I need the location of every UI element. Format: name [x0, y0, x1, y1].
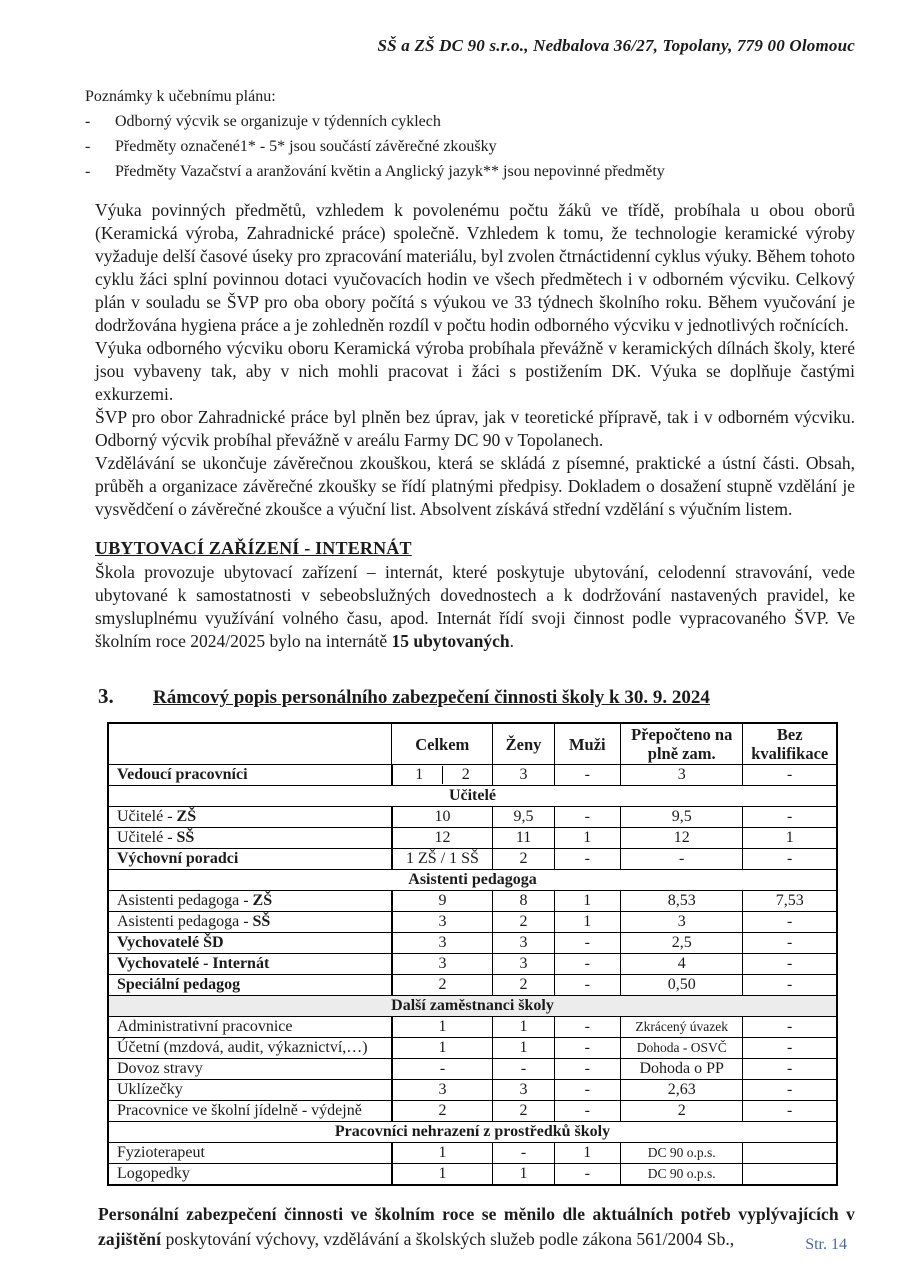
value-cell	[620, 1164, 742, 1186]
label-segment: SŠ	[176, 829, 195, 846]
value-cell: 3	[493, 954, 554, 975]
table-row	[108, 807, 837, 828]
label-segment: Účetní (mzdová, audit, výkaznictví,…)	[117, 1039, 368, 1056]
row-label	[108, 1143, 392, 1164]
value-cell	[620, 1017, 742, 1038]
value-cell: 3	[620, 912, 742, 933]
label-segment: Asistenti pedagoga -	[117, 913, 253, 930]
label-segment: Logopedky	[117, 1165, 190, 1182]
note-item	[85, 159, 855, 184]
row-label	[108, 765, 392, 786]
value-cell: 9,5	[620, 807, 742, 828]
paragraph: ŠVP pro obor Zahradnické práce byl plněn bez úprav, jak v teoretické přípravě, tak i v odborném výcviku. Odborný výcvik probíhal převážně v areálu Farmy DC 90 v Topolanech.	[95, 407, 855, 450]
value-cell: -	[743, 1038, 837, 1059]
value-cell	[620, 1038, 742, 1059]
value-cell: -	[743, 954, 837, 975]
table-row	[108, 1143, 837, 1164]
table-row	[108, 765, 837, 786]
value-cell: -	[554, 975, 620, 996]
note-text: Předměty označené1* - 5* jsou součástí závěrečné zkoušky	[115, 138, 497, 155]
split-value: 2	[442, 766, 488, 784]
value-cell: -	[554, 849, 620, 870]
value-cell: 9	[392, 891, 493, 912]
value-cell: -	[554, 1080, 620, 1101]
value-cell: 2	[493, 849, 554, 870]
column-header: Ženy	[493, 723, 554, 765]
value-cell: 12	[392, 828, 493, 849]
value-text: DC 90 o.p.s.	[647, 1145, 716, 1160]
value-cell: 2	[620, 1101, 742, 1122]
row-label	[108, 954, 392, 975]
row-label	[108, 1059, 392, 1080]
section-title: Rámcový popis personálního zabezpečení činnosti školy k 30. 9. 2024	[153, 687, 710, 708]
value-cell: -	[554, 765, 620, 786]
value-cell: 3	[493, 1080, 554, 1101]
notes-title: Poznámky k učebnímu plánu:	[85, 88, 276, 105]
section-label: Asistenti pedagoga	[108, 870, 837, 891]
note-item	[85, 109, 855, 134]
value-cell: -	[554, 807, 620, 828]
split-values	[397, 766, 489, 784]
row-label	[108, 849, 392, 870]
value-cell: -	[554, 1017, 620, 1038]
value-cell: -	[743, 1059, 837, 1080]
closing-regular: poskytování výchovy, vzdělávání a školských služeb podle zákona 561/2004 Sb.,	[165, 1229, 735, 1249]
value-cell: 8	[493, 891, 554, 912]
label-segment: Asistenti pedagoga -	[117, 892, 253, 909]
section-row	[108, 870, 837, 891]
column-header: Přepočteno na plně zam.	[620, 723, 742, 765]
note-text: Předměty Vazačství a aranžování květin a Anglický jazyk** jsou nepovinné předměty	[115, 163, 665, 180]
label-segment: Vedoucí pracovníci	[117, 766, 248, 783]
table-row	[108, 849, 837, 870]
internat-text: Škola provozuje ubytovací zařízení – internát, které poskytuje ubytování, celodenní stravování, vede ubytované k samostatnosti v sebeobslužných dovednostech a k dodržování nastavených pravidel, ke smysluplnému využívání volného času, apod. Internát řídí svoji činnost podle vypracovaného ŠVP. Ve školním roce 2024/2025 bylo na internátě	[95, 562, 855, 651]
label-segment: Vychovatelé - Internát	[117, 955, 270, 972]
label-segment: Výchovní poradci	[117, 850, 239, 867]
row-label	[108, 1080, 392, 1101]
section-3-heading	[85, 684, 855, 709]
value-cell: 3	[392, 933, 493, 954]
value-cell: 1	[392, 1038, 493, 1059]
column-header: Bez kvalifikace	[743, 723, 837, 765]
value-cell: 1	[493, 1038, 554, 1059]
value-cell: 7,53	[743, 891, 837, 912]
row-label	[108, 1164, 392, 1186]
value-cell: -	[620, 849, 742, 870]
value-cell: -	[392, 1059, 493, 1080]
internat-occupants-bold: 15 ubytovaných	[391, 631, 510, 651]
value-cell: -	[554, 954, 620, 975]
table-row	[108, 933, 837, 954]
section-row	[108, 996, 837, 1017]
value-cell: -	[743, 933, 837, 954]
value-cell: -	[554, 1101, 620, 1122]
value-cell: 8,53	[620, 891, 742, 912]
value-cell: 1	[743, 828, 837, 849]
notes-list	[85, 109, 855, 184]
value-cell: 1	[493, 1017, 554, 1038]
value-cell: -	[554, 1059, 620, 1080]
value-cell: 2,63	[620, 1080, 742, 1101]
value-cell: 3	[620, 765, 742, 786]
value-cell: -	[493, 1143, 554, 1164]
value-cell: Dohoda o PP	[620, 1059, 742, 1080]
row-label	[108, 1038, 392, 1059]
value-cell: 1	[554, 891, 620, 912]
value-cell: 2	[392, 1101, 493, 1122]
table-row	[108, 891, 837, 912]
column-header	[108, 723, 392, 765]
section-number: 3.	[98, 684, 114, 708]
section-label: Další zaměstnanci školy	[108, 996, 837, 1017]
value-cell: 1	[554, 828, 620, 849]
table-row	[108, 954, 837, 975]
column-header: Muži	[554, 723, 620, 765]
value-cell: 10	[392, 807, 493, 828]
section-label: Pracovníci nehrazení z prostředků školy	[108, 1122, 837, 1143]
value-cell: -	[743, 1080, 837, 1101]
internat-tail: .	[509, 631, 514, 651]
value-cell: -	[743, 912, 837, 933]
value-cell: 1	[554, 912, 620, 933]
value-cell: 9,5	[493, 807, 554, 828]
label-segment: Administrativní pracovnice	[117, 1018, 293, 1035]
value-cell: 3	[493, 765, 554, 786]
value-text: DC 90 o.p.s.	[647, 1166, 716, 1181]
value-cell: 3	[392, 1080, 493, 1101]
page-number: Str. 14	[805, 1236, 847, 1253]
label-segment: Vychovatelé ŠD	[117, 934, 224, 951]
value-cell: 2	[493, 912, 554, 933]
value-cell: 11	[493, 828, 554, 849]
table-row	[108, 1038, 837, 1059]
row-label	[108, 807, 392, 828]
value-text: Zkrácený úvazek	[635, 1019, 728, 1034]
label-segment: Uklízečky	[117, 1081, 183, 1098]
value-cell: 0,50	[620, 975, 742, 996]
table-row	[108, 1101, 837, 1122]
staff-header-row	[108, 723, 837, 765]
value-cell: 1	[493, 1164, 554, 1186]
label-segment: Dovoz stravy	[117, 1060, 203, 1077]
document-header: SŠ a ZŠ DC 90 s.r.o., Nedbalova 36/27, Topolany, 779 00 Olomouc	[377, 36, 855, 55]
value-cell: 1 ZŠ / 1 SŠ	[392, 849, 493, 870]
label-segment: Pracovnice ve školní jídelně - výdejně	[117, 1102, 362, 1119]
value-cell: 1	[392, 1017, 493, 1038]
value-cell	[743, 1143, 837, 1164]
value-cell: -	[743, 765, 837, 786]
value-cell: -	[493, 1059, 554, 1080]
staff-table	[107, 722, 838, 1186]
closing-paragraph	[98, 1202, 855, 1252]
section-row	[108, 1122, 837, 1143]
value-cell: -	[743, 975, 837, 996]
bullet-dash: -	[85, 163, 91, 180]
value-cell: 2	[493, 1101, 554, 1122]
column-header: Celkem	[392, 723, 493, 765]
row-label	[108, 912, 392, 933]
value-cell: 3	[493, 933, 554, 954]
value-cell: 1	[554, 1143, 620, 1164]
notes-block	[85, 84, 855, 184]
table-row	[108, 975, 837, 996]
value-cell: 12	[620, 828, 742, 849]
label-segment: ZŠ	[252, 892, 273, 909]
value-cell: -	[554, 1038, 620, 1059]
value-cell: -	[743, 807, 837, 828]
row-label	[108, 933, 392, 954]
value-cell: 1	[392, 1143, 493, 1164]
row-label	[108, 975, 392, 996]
value-cell: -	[743, 1017, 837, 1038]
table-row	[108, 1017, 837, 1038]
value-cell: 2	[493, 975, 554, 996]
value-cell	[620, 1143, 742, 1164]
note-text: Odborný výcvik se organizuje v týdenních cyklech	[115, 113, 441, 130]
row-label	[108, 891, 392, 912]
value-cell: -	[743, 1101, 837, 1122]
internat-paragraph	[95, 561, 855, 653]
value-cell: 1	[392, 1164, 493, 1186]
table-row	[108, 828, 837, 849]
value-text: Dohoda - OSVČ	[636, 1040, 727, 1055]
section-row	[108, 786, 837, 807]
label-segment: Učitelé -	[117, 808, 177, 825]
value-cell: -	[554, 1164, 620, 1186]
label-segment: Speciální pedagog	[117, 976, 241, 993]
paragraph: Vzdělávání se ukončuje závěrečnou zkouškou, která se skládá z písemné, praktické a ústní části. Obsah, průběh a organizace závěrečné zkoušky se řídí platnými předpisy. Dokladem o dosažení stupně vzdělání je vysvědčení o závěrečné zkoušce a výuční list. Absolvent získává střední vzdělání s výučním listem.	[95, 453, 855, 519]
value-cell: 2	[392, 975, 493, 996]
staff-table-body	[108, 765, 837, 1186]
value-cell: 2,5	[620, 933, 742, 954]
paragraph: Výuka povinných předmětů, vzhledem k povolenému počtu žáků ve třídě, probíhala u obou oborů (Keramická výroba, Zahradnické práce) společně. Vzhledem k tomu, že technologie keramické výroby vyžaduje delší časové úseky pro zpracování materiálu, byl zvolen čtrnáctidenní cyklus výuky. Během tohoto cyklu žáci splní povinnou dotaci vyučovacích hodin ve všech předmětech i v odborném výcviku. Celkový plán v souladu se ŠVP pro oba obory počítá s výukou ve 33 týdnech školního roku. Během vyučování je dodržována hygiena práce a je zohledněn rozdíl v počtu hodin odborného výcviku v jednotlivých ročnících.	[95, 200, 855, 335]
value-cell	[743, 1164, 837, 1186]
table-row	[108, 912, 837, 933]
bullet-dash: -	[85, 138, 91, 155]
section-label: Učitelé	[108, 786, 837, 807]
value-cell: -	[554, 933, 620, 954]
row-label	[108, 1017, 392, 1038]
value-cell-split	[392, 765, 493, 786]
label-segment: SŠ	[252, 913, 271, 930]
internat-heading: UBYTOVACÍ ZAŘÍZENÍ - INTERNÁT	[95, 538, 412, 558]
bullet-dash: -	[85, 113, 91, 130]
table-row	[108, 1164, 837, 1186]
value-cell: 3	[392, 954, 493, 975]
note-item	[85, 134, 855, 159]
split-value: 1	[415, 766, 424, 783]
paragraph: Výuka odborného výcviku oboru Keramická výroba probíhala převážně v keramických dílnách školy, které jsou vybaveny tak, aby v nich mohli pracovat i žáci s postižením DK. Výuka se doplňuje častými exkurzemi.	[95, 338, 855, 404]
table-row	[108, 1080, 837, 1101]
label-segment: Fyzioterapeut	[117, 1144, 205, 1161]
value-cell: 3	[392, 912, 493, 933]
row-label	[108, 1101, 392, 1122]
closing-bold: Personální zabezpečení činnosti ve školním roce se měnilo dle aktuálních potřeb vyplývajících v zajištění	[98, 1204, 855, 1249]
body-paragraphs	[95, 199, 855, 521]
value-cell: 4	[620, 954, 742, 975]
row-label	[108, 828, 392, 849]
table-row	[108, 1059, 837, 1080]
value-cell: -	[743, 849, 837, 870]
staff-table-header	[108, 723, 837, 765]
label-segment: Učitelé -	[117, 829, 177, 846]
label-segment: ZŠ	[176, 808, 197, 825]
